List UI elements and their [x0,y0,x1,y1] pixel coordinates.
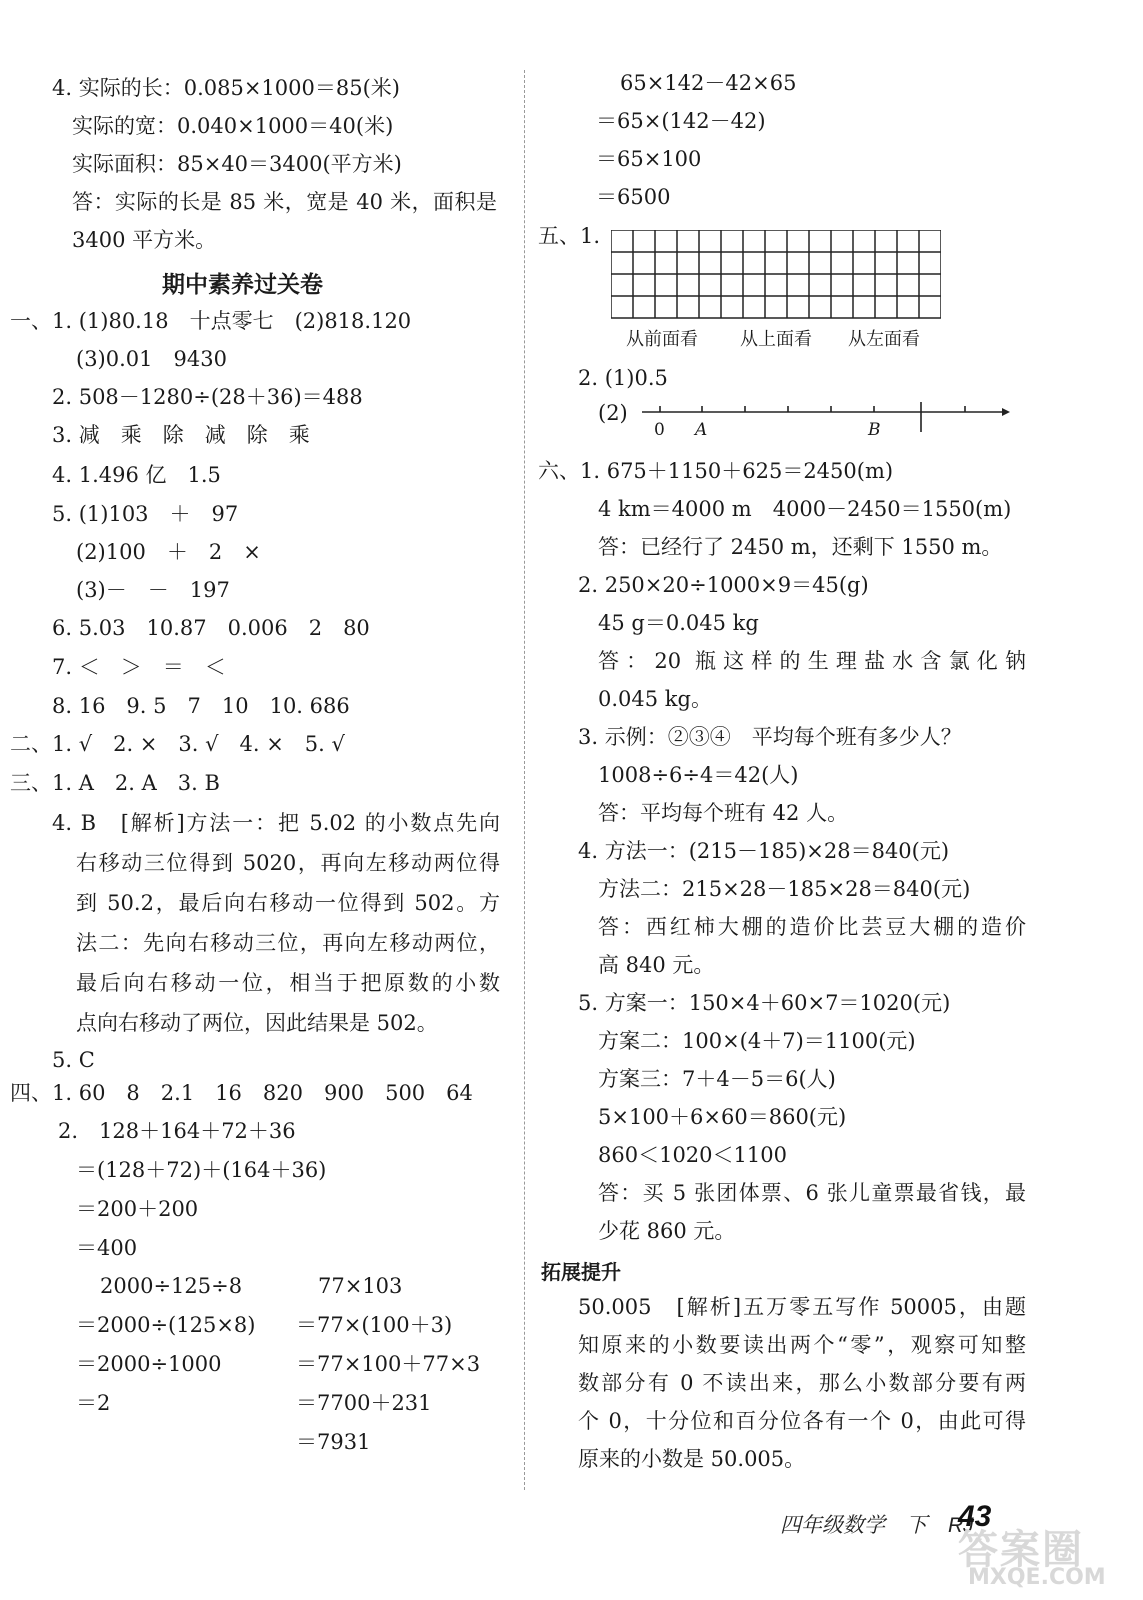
s6-q1-line1: 六、1. 675＋1150＋625＝2450(m) [538,459,894,483]
extension-line5: 原来的小数是 50.005。 [578,1447,806,1471]
s1-q5b: (2)100 ＋ 2 × [76,540,261,564]
s4-q3-line4: ＝2 [76,1391,111,1415]
s1-q8: 8. 16 9. 5 7 10 10. 686 [52,694,350,718]
s4-q4-line5: ＝7931 [296,1430,371,1454]
caption-left-view: 从左面看 [848,329,920,350]
s6-q1-line2: 4 km＝4000 m 4000－2450＝1550(m) [598,497,1012,521]
view-grids [611,230,941,320]
s4-q4-line3: ＝77×100＋77×3 [296,1352,481,1376]
extension-line1: 50.005 [解析]五万零五写作 50005，由题 [578,1295,1026,1319]
s1-q7: 7. ＜ ＞ ＝ ＜ [52,655,226,679]
s1-q3: 3. 减 乘 除 减 除 乘 [52,423,310,447]
s1-q2: 2. 508－1280÷(28＋36)＝488 [52,385,363,409]
s3-q5: 5. C [52,1048,95,1072]
s4-q4-line4: ＝7700＋231 [296,1391,432,1415]
s4-q2-line4: ＝400 [76,1236,138,1260]
s5-label: 五、1. [538,224,601,248]
s4-q3-line3: ＝2000÷1000 [76,1352,222,1376]
s4-q4-line2: ＝77×(100＋3) [296,1313,453,1337]
watermark-logo: 答案圈 [958,1527,1084,1573]
s6-q5-line2: 方案二：100×(4＋7)＝1100(元) [598,1029,916,1053]
s1-q1-cont: (3)0.01 9430 [76,347,227,371]
page-number: 43 [958,1500,992,1533]
s6-q4-line1: 4. 方法一：(215－185)×28＝840(元) [578,839,950,863]
s3-q4-line5: 最后向右移动一位，相当于把原数的小数 [76,971,500,995]
s1-q5a: 5. (1)103 ＋ 97 [52,502,239,526]
s3-q4-line1: 4. B [解析]方法一：把 5.02 的小数点先向 [52,811,500,835]
s6-q5-line3: 方案三：7＋4－5＝6(人) [598,1067,836,1091]
s4-q4-line1: 77×103 [318,1274,403,1298]
section-title: 期中素养过关卷 [162,272,323,298]
s4-q3-line1: 2000÷125÷8 [100,1274,243,1298]
s6-q2-line3: 答：20 瓶这样的生理盐水含氯化钠 [598,649,1026,673]
s6-q5-line4: 5×100＋6×60＝860(元) [598,1105,847,1129]
s6-q5-line5: 860＜1020＜1100 [598,1143,787,1167]
s6-q2-line2: 45 g＝0.045 kg [598,611,759,635]
answer-4-area: 实际面积：85×40＝3400(平方米) [72,152,402,176]
s4-q3-line2: ＝2000÷(125×8) [76,1313,256,1337]
s3-q4-line6: 点向右移动了两位，因此结果是 502。 [76,1011,438,1035]
calc-line1: 65×142－42×65 [620,71,797,95]
s4-q2-line1: 2. 128＋164＋72＋36 [58,1119,296,1143]
s4-q1: 四、1. 60 8 2.1 16 820 900 500 64 [10,1081,473,1105]
s6-q2-line4: 0.045 kg。 [598,687,712,711]
s6-q1-line3: 答：已经行了 2450 m，还剩下 1550 m。 [598,535,1003,559]
number-line-point-a: A [695,420,708,440]
s1-q4: 4. 1.496 亿 1.5 [52,463,221,487]
s3-q4-line4: 法二：先向右移动三位，再向左移动两位， [76,931,500,955]
answer-4-reply-cont: 3400 平方米。 [72,228,217,252]
answer-4-reply: 答：实际的长是 85 米，宽是 40 米，面积是 [72,190,497,214]
caption-top-view: 从上面看 [740,329,812,350]
extension-line3: 数部分有 0 不读出来，那么小数部分要有两 [578,1371,1026,1395]
s6-q3-line3: 答：平均每个班有 42 人。 [598,801,849,825]
calc-line4: ＝6500 [596,185,671,209]
s6-q4-line4: 高 840 元。 [598,953,715,977]
watermark-site: MXQE.COM [968,1565,1106,1590]
s2-answers: 二、1. √ 2. × 3. √ 4. × 5. √ [10,732,345,756]
number-line-zero: 0 [654,420,665,440]
column-divider [524,70,525,1490]
book-label: 四年级数学 下 RJ [780,1514,974,1537]
s4-q2-line2: ＝(128＋72)＋(164＋36) [76,1158,327,1182]
s4-q2-line3: ＝200＋200 [76,1197,199,1221]
caption-front-view: 从前面看 [626,329,698,350]
s6-q5-line7: 少花 860 元。 [598,1219,736,1243]
calc-line3: ＝65×100 [596,147,702,171]
answer-4-width: 实际的宽：0.040×1000＝40(米) [72,114,394,138]
extension-title: 拓展提升 [541,1260,621,1284]
s1-q1: 一、1. (1)80.18 十点零七 (2)818.120 [10,309,412,333]
s6-q4-line3: 答：西红柿大棚的造价比芸豆大棚的造价 [598,915,1026,939]
s5-q2-part2: (2) [598,401,628,425]
s3-q4-line3: 到 50.2，最后向右移动一位得到 502。方 [76,891,500,915]
extension-line4: 个 0，十分位和百分位各有一个 0，由此可得 [578,1409,1026,1433]
extension-line2: 知原来的小数要读出两个“零”，观察可知整 [578,1333,1026,1357]
number-line-point-b: B [868,420,881,440]
s3-q4-line2: 右移动三位得到 5020，再向左移动两位得 [76,851,500,875]
s6-q5-line1: 5. 方案一：150×4＋60×7＝1020(元) [578,991,951,1015]
s3-answers: 三、1. A 2. A 3. B [10,771,220,795]
s6-q5-line6: 答：买 5 张团体票、6 张儿童票最省钱，最 [598,1181,1026,1205]
calc-line2: ＝65×(142－42) [596,109,766,133]
s6-q3-line2: 1008÷6÷4＝42(人) [598,763,799,787]
s1-q5c: (3)－ － 197 [76,578,230,602]
s6-q3-line1: 3. 示例：②③④ 平均每个班有多少人？ [578,725,962,749]
answer-4-length: 4. 实际的长：0.085×1000＝85(米) [52,76,400,100]
s1-q6: 6. 5.03 10.87 0.006 2 80 [52,616,370,640]
s6-q2-line1: 2. 250×20÷1000×9＝45(g) [578,573,869,597]
s6-q4-line2: 方法二：215×28－185×28＝840(元) [598,877,971,901]
s5-q2-part1: 2. (1)0.5 [578,366,668,390]
